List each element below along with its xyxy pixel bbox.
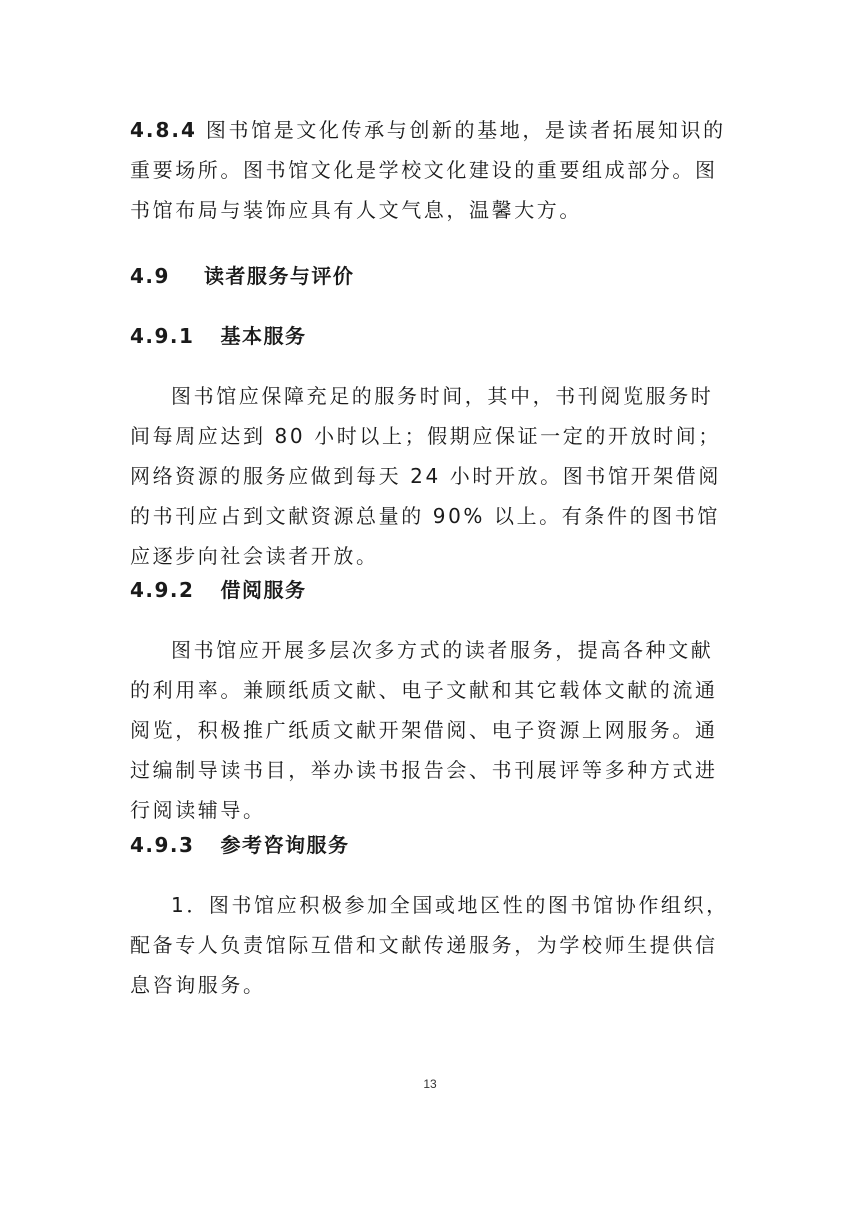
section-number: 4.9.3	[130, 833, 195, 857]
paragraph-4-9-1: 图书馆应保障充足的服务时间，其中，书刊阅览服务时间每周应达到 80 小时以上；假期应保证一定的开放时间；网络资源的服务应做到每天 24 小时开放。图书馆开架借阅的书刊应占到文献资源总量的 90% 以上。有条件的图书馆应逐步向社会读者开放。	[130, 384, 721, 568]
section-4-9-3-body	[130, 885, 730, 1005]
section-title: 读者服务与评价	[203, 264, 355, 288]
section-number: 4.9	[130, 264, 170, 288]
section-4-9-3-heading	[130, 825, 730, 865]
heading-4-9-1	[130, 316, 730, 356]
section-4-9-2-body	[130, 630, 730, 830]
section-4-9-1-body	[130, 376, 730, 576]
section-4-9-1-heading	[130, 316, 730, 356]
section-4-9-heading	[130, 256, 730, 296]
heading-4-9	[130, 256, 730, 296]
paragraph-4-8-4	[130, 110, 730, 230]
section-number: 4.9.1	[130, 324, 195, 348]
paragraph-4-9-2: 图书馆应开展多层次多方式的读者服务，提高各种文献的利用率。兼顾纸质文献、电子文献和其它载体文献的流通阅览，积极推广纸质文献开架借阅、电子资源上网服务。通过编制导读书目，举办读书报告会、书刊展评等多种方式进行阅读辅导。	[130, 638, 718, 822]
section-title: 参考咨询服务	[220, 833, 350, 857]
section-number: 4.8.4	[130, 118, 197, 142]
section-4-8-4	[130, 110, 730, 230]
page-number: 13	[423, 1077, 437, 1091]
paragraph-4-9-3: 1．图书馆应积极参加全国或地区性的图书馆协作组织，配备专人负责馆际互借和文献传递服务，为学校师生提供信息咨询服务。	[130, 893, 729, 997]
section-title: 基本服务	[220, 324, 307, 348]
section-4-9-2-heading	[130, 570, 730, 610]
section-title: 借阅服务	[220, 578, 307, 602]
paragraph-text: 图书馆是文化传承与创新的基地，是读者拓展知识的重要场所。图书馆文化是学校文化建设的重要组成部分。图书馆布局与装饰应具有人文气息，温馨大方。	[130, 118, 726, 222]
section-number: 4.9.2	[130, 578, 195, 602]
heading-4-9-2	[130, 570, 730, 610]
heading-4-9-3	[130, 825, 730, 865]
